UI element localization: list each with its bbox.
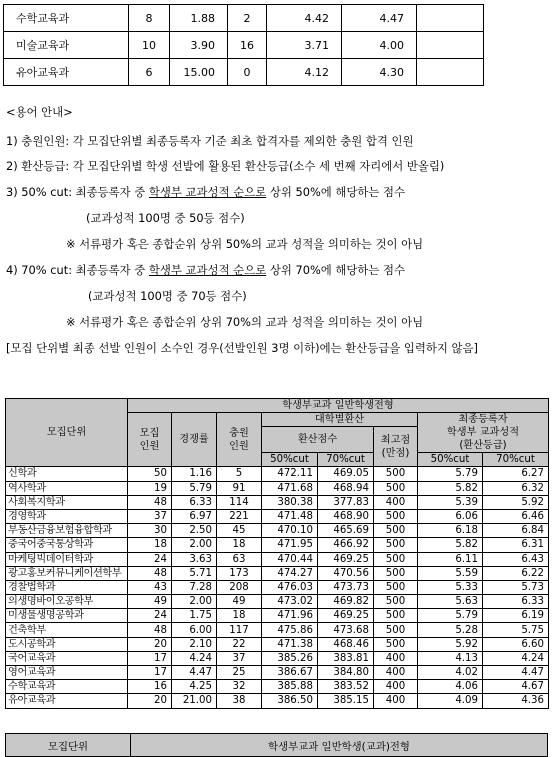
value-cell: 5.79 <box>418 467 483 481</box>
unit-name-cell: 중국어중국통상학과 <box>6 538 128 552</box>
value-cell: 10 <box>129 32 170 59</box>
value-cell: 500 <box>374 552 418 566</box>
value-cell: 6.27 <box>483 467 549 481</box>
value-cell: 471.96 <box>262 609 318 623</box>
value-cell: 221 <box>217 509 262 523</box>
value-cell: 6.32 <box>483 481 549 495</box>
unit-name-cell: 신학과 <box>6 467 128 481</box>
header-univ: 대학별환산 <box>262 413 418 427</box>
header-quota <box>128 413 172 467</box>
value-cell: 5.73 <box>483 580 549 594</box>
value-cell: 1.16 <box>172 467 217 481</box>
bottom-header-group: 학생부교과 일반학생(교과)전형 <box>131 734 548 757</box>
value-cell: 6.60 <box>483 637 549 651</box>
value-cell: 6 <box>129 59 170 86</box>
unit-name-cell: 마케팅빅데이터학과 <box>6 552 128 566</box>
admission-results-table <box>5 398 549 709</box>
value-cell: 114 <box>217 495 262 509</box>
value-cell: 469.25 <box>318 609 374 623</box>
header-final-text: 최종등록자 학생부 교과성적 (환산등급) <box>446 414 520 452</box>
table-row <box>6 538 549 552</box>
value-cell: 5.79 <box>172 481 217 495</box>
value-cell: 173 <box>217 566 262 580</box>
value-cell: 1.88 <box>170 5 228 32</box>
value-cell: 4.00 <box>342 32 417 59</box>
value-cell: 5.82 <box>418 538 483 552</box>
value-cell: 473.02 <box>262 595 318 609</box>
value-cell: 6.06 <box>418 509 483 523</box>
unit-name-cell: 미술교육과 <box>4 32 129 59</box>
table-row <box>6 481 549 495</box>
note-70cut: 4) 70% cut: 최종등록자 중 학생부 교과성적 순으로 상위 70%에 해당하는 점수 <box>6 263 406 277</box>
value-cell: 6.18 <box>418 524 483 538</box>
value-cell: 8 <box>129 5 170 32</box>
table-row <box>6 524 549 538</box>
value-cell: 5.92 <box>418 637 483 651</box>
table-row <box>6 566 549 580</box>
value-cell: 4.06 <box>418 680 483 694</box>
value-cell: 22 <box>217 637 262 651</box>
table-row <box>6 637 549 651</box>
value-cell: 2 <box>228 5 267 32</box>
table-row <box>6 467 549 481</box>
value-cell: 500 <box>374 524 418 538</box>
value-cell: 19 <box>128 481 172 495</box>
next-table-header <box>5 733 548 757</box>
value-cell: 21.00 <box>172 694 217 708</box>
value-cell: 37 <box>128 509 172 523</box>
value-cell: 4.25 <box>172 680 217 694</box>
table-row <box>6 623 549 637</box>
value-cell: 208 <box>217 580 262 594</box>
value-cell: 470.44 <box>262 552 318 566</box>
unit-name-cell: 역사학과 <box>6 481 128 495</box>
value-cell: 471.68 <box>262 481 318 495</box>
value-cell: 17 <box>128 651 172 665</box>
value-cell: 4.47 <box>342 5 417 32</box>
unit-name-cell: 수학교육과 <box>6 680 128 694</box>
value-cell: 4.67 <box>483 680 549 694</box>
value-cell: 500 <box>374 566 418 580</box>
value-cell: 383.81 <box>318 651 374 665</box>
value-cell: 50 <box>128 467 172 481</box>
value-cell: 24 <box>128 609 172 623</box>
value-cell: 5.33 <box>418 580 483 594</box>
table-row <box>4 32 484 59</box>
value-cell: 43 <box>128 580 172 594</box>
value-cell: 500 <box>374 509 418 523</box>
value-cell: 471.48 <box>262 509 318 523</box>
unit-name-cell: 유아교육과 <box>6 694 128 708</box>
header-ratio: 경쟁률 <box>172 413 217 467</box>
value-cell: 469.25 <box>318 552 374 566</box>
value-cell: 3.71 <box>267 32 342 59</box>
value-cell: 37 <box>217 651 262 665</box>
value-cell: 20 <box>128 694 172 708</box>
value-cell: 38 <box>217 694 262 708</box>
value-cell: 4.42 <box>267 5 342 32</box>
value-cell: 6.22 <box>483 566 549 580</box>
value-cell: 6.33 <box>172 495 217 509</box>
note-50cut-remark: ※ 서류평가 혹은 종합순위 상위 50%의 교과 성적을 의미하는 것이 아님 <box>66 237 424 251</box>
note-small-unit: [모집 단위별 최종 선발 인원이 소수인 경우(선발인원 3명 이하)에는 환산등급을 입력하지 않음] <box>6 341 478 355</box>
header-fill <box>217 413 262 467</box>
value-cell: 6.46 <box>483 509 549 523</box>
value-cell: 49 <box>128 595 172 609</box>
value-cell: 500 <box>374 538 418 552</box>
header-unit: 모집단위 <box>6 399 128 467</box>
value-cell: 400 <box>374 651 418 665</box>
value-cell: 5.71 <box>172 566 217 580</box>
value-cell: 466.92 <box>318 538 374 552</box>
header-conv: 환산점수 <box>262 427 374 453</box>
value-cell: 470.10 <box>262 524 318 538</box>
unit-name-cell: 국어교육과 <box>6 651 128 665</box>
value-cell: 400 <box>374 694 418 708</box>
header-fill-text: 충원 인원 <box>229 427 249 452</box>
value-cell: 91 <box>217 481 262 495</box>
value-cell: 383.52 <box>318 680 374 694</box>
value-cell: 380.38 <box>262 495 318 509</box>
header-conv-70cut: 70%cut <box>318 453 374 467</box>
table-row <box>6 509 549 523</box>
table-row <box>6 666 549 680</box>
header-quota-text: 모집 인원 <box>139 427 160 452</box>
value-cell: 48 <box>128 495 172 509</box>
value-cell: 385.26 <box>262 651 318 665</box>
value-cell: 48 <box>128 566 172 580</box>
value-cell: 468.90 <box>318 509 374 523</box>
empty-cell <box>417 5 484 32</box>
value-cell: 6.11 <box>418 552 483 566</box>
value-cell: 6.33 <box>483 595 549 609</box>
table-row <box>6 495 549 509</box>
unit-name-cell: 사회복지학과 <box>6 495 128 509</box>
value-cell: 4.12 <box>267 59 342 86</box>
header-max <box>374 427 418 467</box>
value-cell: 4.24 <box>483 651 549 665</box>
value-cell: 500 <box>374 637 418 651</box>
unit-name-cell: 광고홍보커뮤니케이션학부 <box>6 566 128 580</box>
unit-name-cell: 수학교육과 <box>4 5 129 32</box>
value-cell: 500 <box>374 623 418 637</box>
value-cell: 400 <box>374 666 418 680</box>
table-row <box>6 609 549 623</box>
value-cell: 4.36 <box>483 694 549 708</box>
value-cell: 1.75 <box>172 609 217 623</box>
value-cell: 400 <box>374 680 418 694</box>
value-cell: 3.63 <box>172 552 217 566</box>
value-cell: 469.82 <box>318 595 374 609</box>
value-cell: 386.50 <box>262 694 318 708</box>
value-cell: 473.73 <box>318 580 374 594</box>
value-cell: 17 <box>128 666 172 680</box>
value-cell: 500 <box>374 609 418 623</box>
header-conv-50cut: 50%cut <box>262 453 318 467</box>
value-cell: 386.67 <box>262 666 318 680</box>
value-cell: 18 <box>217 609 262 623</box>
bottom-header-unit: 모집단위 <box>6 734 131 757</box>
value-cell: 474.27 <box>262 566 318 580</box>
value-cell: 4.13 <box>418 651 483 665</box>
value-cell: 15.00 <box>170 59 228 86</box>
value-cell: 4.30 <box>342 59 417 86</box>
value-cell: 32 <box>217 680 262 694</box>
value-cell: 465.69 <box>318 524 374 538</box>
value-cell: 6.00 <box>172 623 217 637</box>
unit-name-cell: 유아교육과 <box>4 59 129 86</box>
value-cell: 4.02 <box>418 666 483 680</box>
header-grade-70cut: 70%cut <box>483 453 549 467</box>
note-converted-grade: 2) 환산등급: 각 모집단위별 학생 선발에 활용된 환산등급(소수 세 번째 자리에서 반올림) <box>6 159 445 173</box>
unit-name-cell: 부동산금융보험융합학과 <box>6 524 128 538</box>
value-cell: 500 <box>374 481 418 495</box>
value-cell: 400 <box>374 495 418 509</box>
value-cell: 5.28 <box>418 623 483 637</box>
empty-cell <box>417 59 484 86</box>
value-cell: 4.09 <box>418 694 483 708</box>
value-cell: 18 <box>217 538 262 552</box>
value-cell: 0 <box>228 59 267 86</box>
value-cell: 4.24 <box>172 651 217 665</box>
value-cell: 5 <box>217 467 262 481</box>
value-cell: 16 <box>228 32 267 59</box>
note-50cut: 3) 50% cut: 최종등록자 중 학생부 교과성적 순으로 상위 50%에 해당하는 점수 <box>6 185 406 199</box>
value-cell: 6.31 <box>483 538 549 552</box>
value-cell: 30 <box>128 524 172 538</box>
value-cell: 471.38 <box>262 637 318 651</box>
value-cell: 2.00 <box>172 538 217 552</box>
value-cell: 476.03 <box>262 580 318 594</box>
empty-cell <box>417 32 484 59</box>
top-results-table <box>3 4 484 86</box>
unit-name-cell: 미생물생명공학과 <box>6 609 128 623</box>
value-cell: 500 <box>374 595 418 609</box>
notes-heading: <용어 안내> <box>6 105 73 119</box>
value-cell: 16 <box>128 680 172 694</box>
value-cell: 385.15 <box>318 694 374 708</box>
unit-name-cell: 건축학부 <box>6 623 128 637</box>
value-cell: 20 <box>128 637 172 651</box>
header-final <box>418 413 549 453</box>
table-row <box>6 595 549 609</box>
value-cell: 2.50 <box>172 524 217 538</box>
header-max-text: 최고점 (만점) <box>380 434 411 459</box>
value-cell: 468.46 <box>318 637 374 651</box>
value-cell: 45 <box>217 524 262 538</box>
value-cell: 5.92 <box>483 495 549 509</box>
value-cell: 7.28 <box>172 580 217 594</box>
value-cell: 5.82 <box>418 481 483 495</box>
value-cell: 25 <box>217 666 262 680</box>
value-cell: 5.39 <box>418 495 483 509</box>
table-row <box>4 59 484 86</box>
value-cell: 471.95 <box>262 538 318 552</box>
value-cell: 472.11 <box>262 467 318 481</box>
note-70cut-example: (교과성적 100명 중 70등 점수) <box>88 289 247 303</box>
unit-name-cell: 경찰법학과 <box>6 580 128 594</box>
value-cell: 468.94 <box>318 481 374 495</box>
value-cell: 6.19 <box>483 609 549 623</box>
value-cell: 48 <box>128 623 172 637</box>
value-cell: 6.84 <box>483 524 549 538</box>
table-row <box>6 680 549 694</box>
value-cell: 4.47 <box>483 666 549 680</box>
value-cell: 470.56 <box>318 566 374 580</box>
value-cell: 24 <box>128 552 172 566</box>
value-cell: 6.97 <box>172 509 217 523</box>
value-cell: 3.90 <box>170 32 228 59</box>
value-cell: 6.43 <box>483 552 549 566</box>
value-cell: 117 <box>217 623 262 637</box>
unit-name-cell: 도시공학과 <box>6 637 128 651</box>
value-cell: 2.00 <box>172 595 217 609</box>
value-cell: 5.75 <box>483 623 549 637</box>
value-cell: 469.05 <box>318 467 374 481</box>
value-cell: 63 <box>217 552 262 566</box>
table-row <box>6 552 549 566</box>
value-cell: 500 <box>374 580 418 594</box>
value-cell: 473.68 <box>318 623 374 637</box>
table-row <box>6 580 549 594</box>
value-cell: 385.88 <box>262 680 318 694</box>
header-grade-50cut: 50%cut <box>418 453 483 467</box>
value-cell: 49 <box>217 595 262 609</box>
header-group: 학생부교과 일반학생전형 <box>128 399 549 413</box>
value-cell: 500 <box>374 467 418 481</box>
value-cell: 377.83 <box>318 495 374 509</box>
value-cell: 4.47 <box>172 666 217 680</box>
value-cell: 475.86 <box>262 623 318 637</box>
note-50cut-example: (교과성적 100명 중 50등 점수) <box>86 211 245 225</box>
table-row <box>4 5 484 32</box>
note-fill-count: 1) 충원인원: 각 모집단위별 최종등록자 기준 최초 합격자를 제외한 충원 합격 인원 <box>6 134 414 148</box>
value-cell: 5.79 <box>418 609 483 623</box>
value-cell: 18 <box>128 538 172 552</box>
note-70cut-remark: ※ 서류평가 혹은 종합순위 상위 70%의 교과 성적을 의미하는 것이 아님 <box>66 315 424 329</box>
value-cell: 384.80 <box>318 666 374 680</box>
table-row <box>6 651 549 665</box>
unit-name-cell: 경영학과 <box>6 509 128 523</box>
unit-name-cell: 영어교육과 <box>6 666 128 680</box>
value-cell: 2.10 <box>172 637 217 651</box>
value-cell: 5.59 <box>418 566 483 580</box>
table-row <box>6 694 549 708</box>
value-cell: 5.63 <box>418 595 483 609</box>
unit-name-cell: 의생명바이오공학부 <box>6 595 128 609</box>
